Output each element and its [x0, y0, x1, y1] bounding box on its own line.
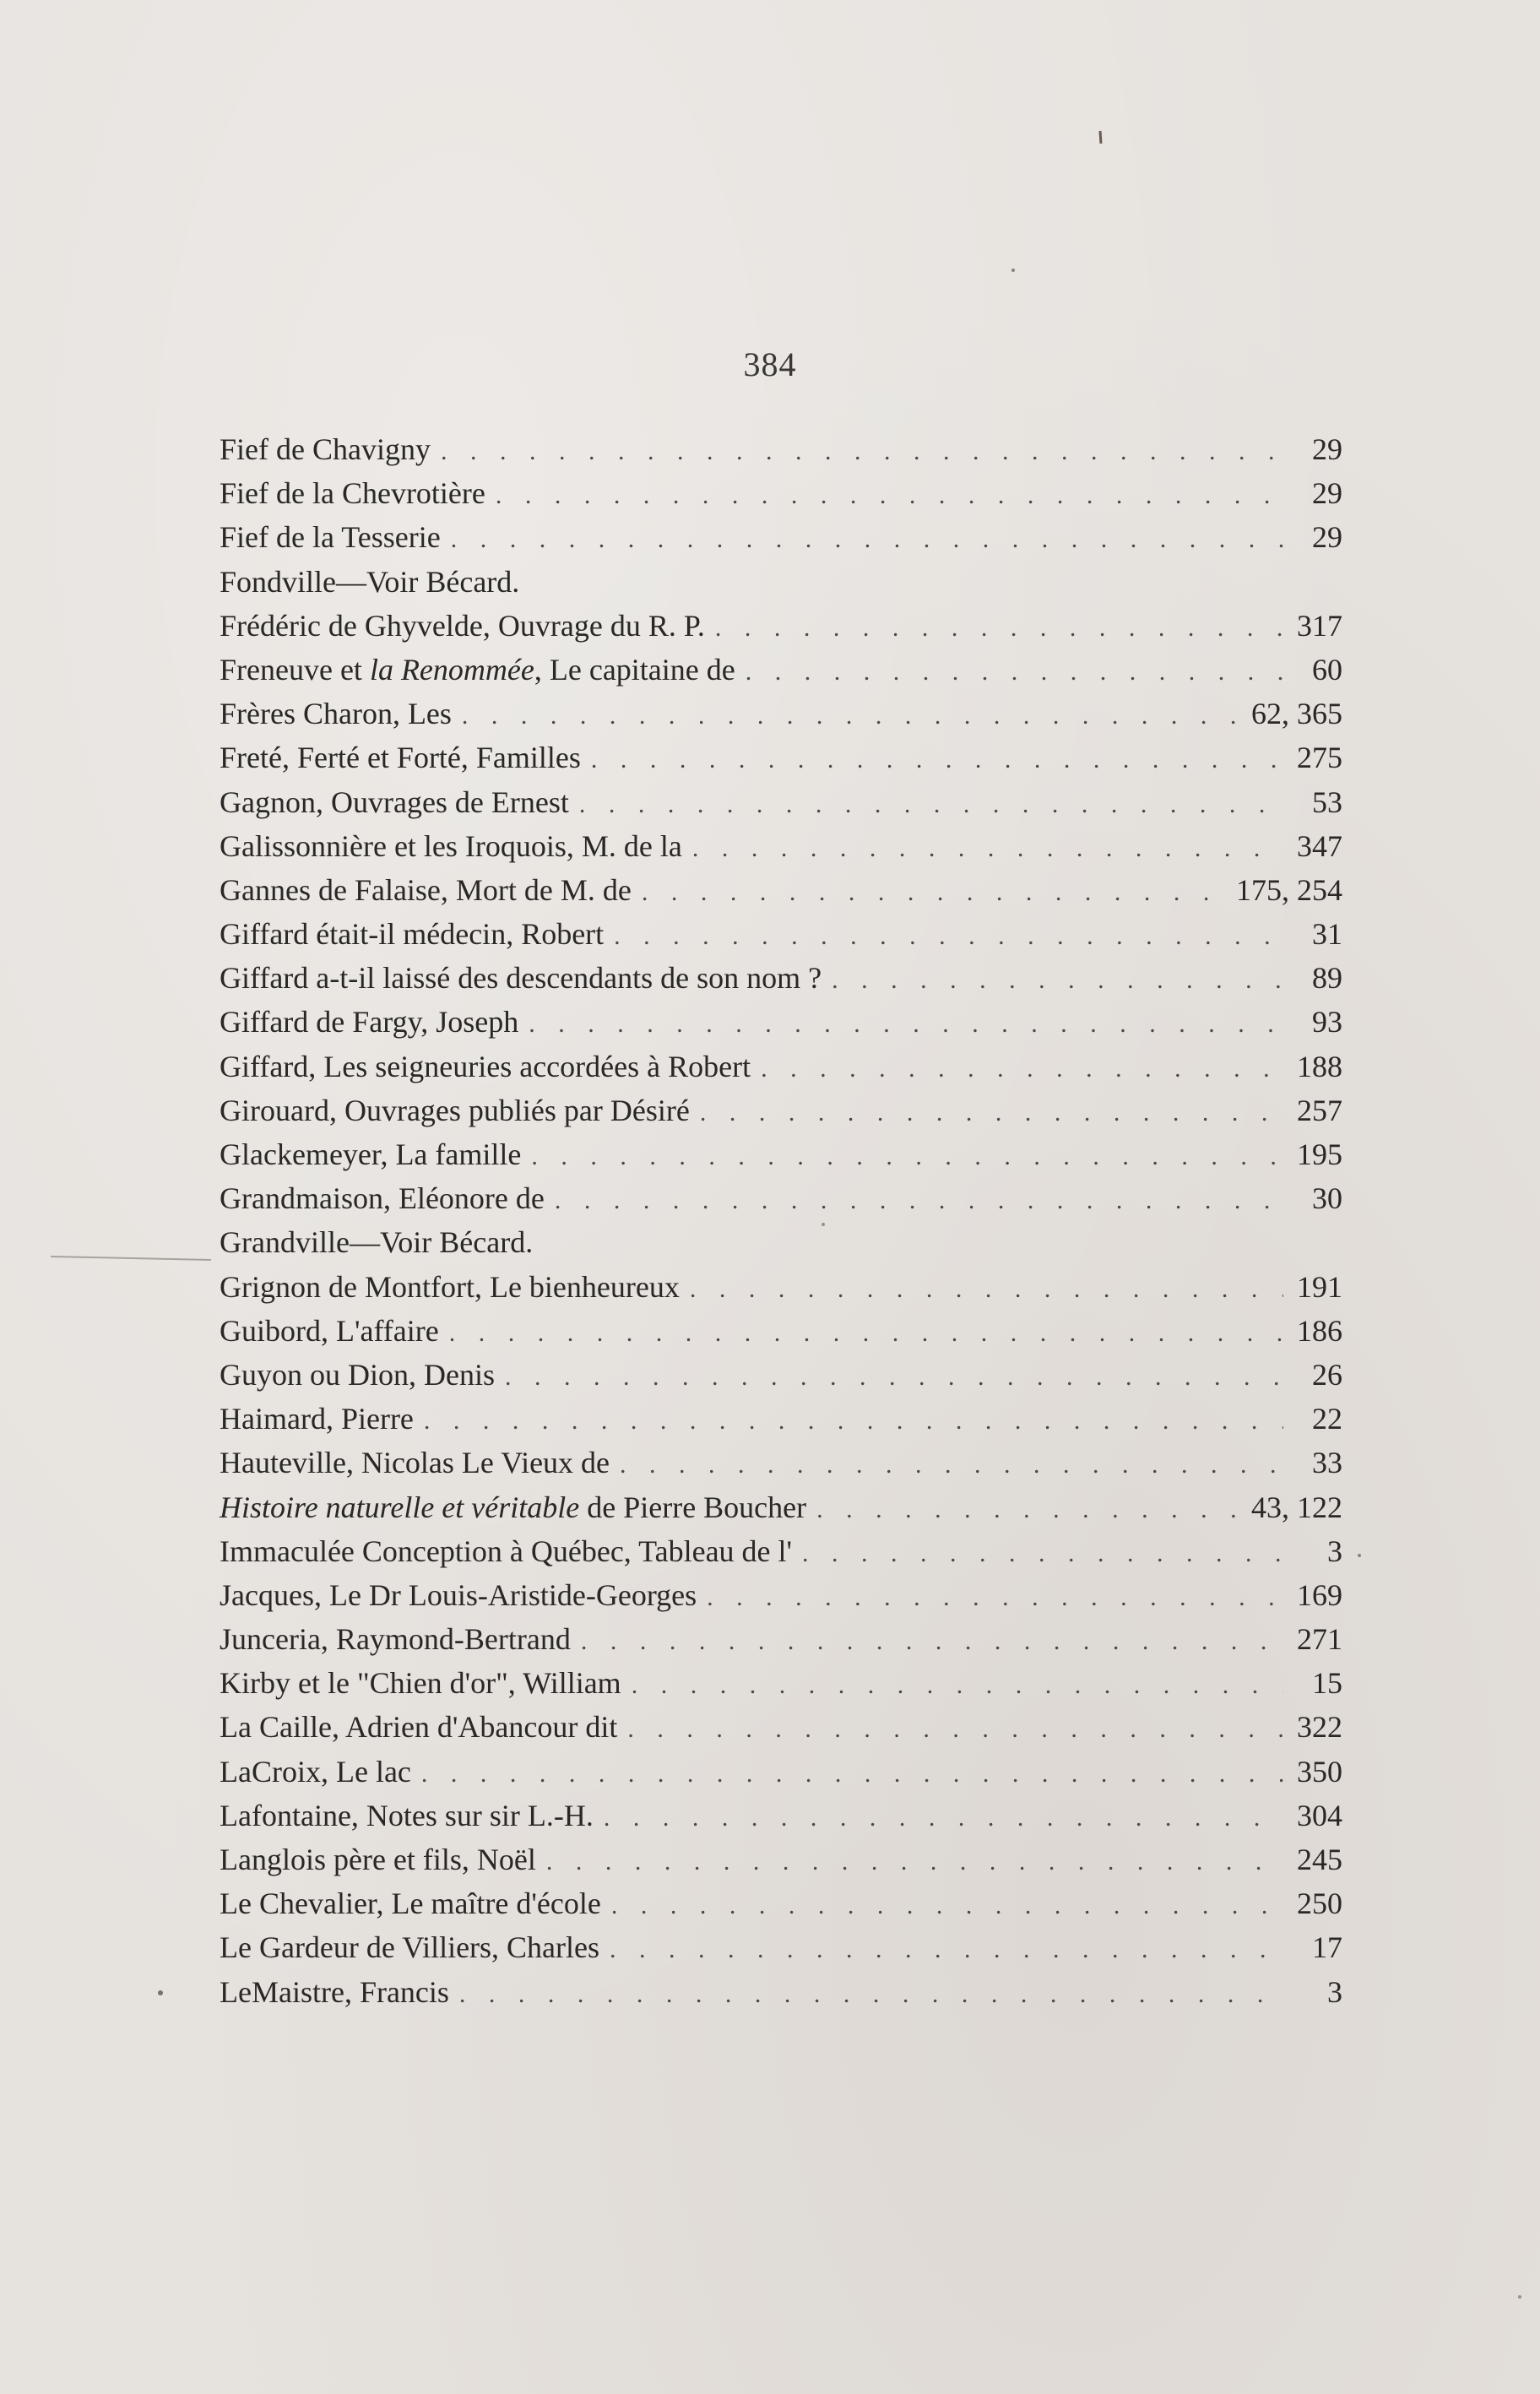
dot-leader [491, 474, 1283, 518]
entry-title: Grignon de Montfort, Le bienheureux [220, 1269, 680, 1304]
dot-leader [586, 738, 1283, 782]
entry-title: Giffard de Fargy, Joseph [220, 1005, 519, 1040]
index-entry [220, 1265, 1342, 1309]
index-entry [220, 427, 1342, 471]
index-entry [220, 515, 1342, 559]
dot-leader [523, 1002, 1283, 1046]
entry-title: Grandville—Voir Bécard. [220, 1225, 534, 1260]
entry-title: Grandmaison, Eléonore de [220, 1181, 545, 1216]
dot-leader [609, 915, 1283, 958]
entry-title: Le Chevalier, Le maître d'école [220, 1886, 601, 1921]
dot-leader [457, 694, 1243, 738]
index-entry [220, 780, 1342, 824]
index-entry [220, 1132, 1342, 1176]
index-entry [220, 1397, 1342, 1441]
entry-title-italic: la Renommée [369, 652, 534, 687]
index-entry [220, 1661, 1342, 1705]
entry-title: Girouard, Ouvrages publiés par Désiré [220, 1093, 690, 1127]
entry-pages: 89 [1312, 961, 1342, 996]
entry-title: Haimard, Pierre [220, 1402, 414, 1436]
entry-pages: 31 [1312, 917, 1342, 952]
entry-pages: 29 [1312, 476, 1342, 511]
index-entry [220, 1176, 1342, 1220]
entry-title: Guyon ou Dion, Denis [220, 1357, 495, 1392]
dot-leader [526, 1135, 1283, 1179]
entry-pages: 350 [1297, 1754, 1342, 1789]
dot-leader [702, 1576, 1283, 1620]
entry-title: LeMaistre, Francis [220, 1974, 449, 2009]
dot-leader [811, 1488, 1243, 1532]
dot-leader [637, 871, 1228, 915]
dot-leader [797, 1532, 1283, 1576]
entry-title: La Caille, Adrien d'Abancour dit [220, 1710, 618, 1745]
entry-title-text: , Le capitaine de [534, 652, 735, 687]
dot-leader [605, 1928, 1283, 1972]
index-list [220, 427, 1342, 2014]
entry-pages: 257 [1297, 1093, 1342, 1127]
dot-leader [740, 650, 1283, 694]
index-entry [220, 736, 1342, 779]
entry-title: Gannes de Falaise, Mort de M. de [220, 872, 632, 907]
entry-pages: 53 [1312, 784, 1342, 819]
dot-leader [500, 1355, 1283, 1399]
index-entry [220, 560, 1342, 604]
entry-pages: 347 [1297, 828, 1342, 863]
entry-pages: 60 [1312, 652, 1342, 687]
entry-title: Giffard était-il médecin, Robert [220, 917, 605, 952]
entry-pages: 317 [1297, 608, 1342, 643]
entry-title: Guibord, L'affaire [220, 1313, 439, 1348]
entry-title: Fief de la Chevrotière [220, 476, 485, 511]
dot-leader [444, 1311, 1283, 1355]
page-number: 384 [743, 345, 797, 383]
entry-pages: 29 [1312, 432, 1342, 466]
entry-pages: 275 [1297, 741, 1342, 775]
dot-leader [685, 1268, 1283, 1311]
entry-title: Immaculée Conception à Québec, Tableau de l' [220, 1534, 793, 1568]
index-entry [220, 1353, 1342, 1397]
entry-title: Jacques, Le Dr Louis-Aristide-Georges [220, 1577, 697, 1612]
dot-leader [416, 1752, 1283, 1796]
entry-title: Gagnon, Ouvrages de Ernest [220, 784, 569, 819]
index-entry [220, 1088, 1342, 1132]
entry-title: Le Gardeur de Villiers, Charles [220, 1930, 600, 1965]
index-entry [220, 1705, 1342, 1749]
entry-pages: 93 [1312, 1005, 1342, 1040]
entry-pages: 33 [1312, 1446, 1342, 1480]
dot-leader [550, 1179, 1283, 1223]
entry-pages: 29 [1312, 520, 1342, 555]
index-entry [220, 956, 1342, 1000]
index-entry [220, 1045, 1342, 1088]
entry-pages: 304 [1297, 1798, 1342, 1832]
dot-leader [436, 430, 1283, 474]
entry-pages: 26 [1312, 1357, 1342, 1392]
index-entry [220, 868, 1342, 912]
entry-title-text: Freneuve et [220, 652, 370, 687]
entry-title [220, 648, 740, 692]
dot-leader [756, 1047, 1283, 1091]
entry-pages: 175, 254 [1236, 872, 1342, 907]
entry-title: Freté, Ferté et Forté, Familles [220, 741, 581, 775]
entry-title: Frédéric de Ghyvelde, Ouvrage du R. P. [220, 608, 705, 643]
dot-leader [622, 1707, 1283, 1751]
entry-pages: 191 [1297, 1269, 1342, 1304]
entry-pages: 3 [1327, 1534, 1342, 1568]
index-entry [220, 471, 1342, 515]
entry-title-italic: Histoire naturelle et véritable [220, 1490, 580, 1524]
index-entry [220, 1441, 1342, 1485]
entry-title: Giffard, Les seigneuries accordées à Robert [220, 1049, 751, 1083]
dot-leader [576, 1620, 1283, 1664]
index-entry [220, 692, 1342, 736]
dot-leader [687, 827, 1283, 871]
dot-leader [615, 1443, 1283, 1487]
entry-pages: 195 [1297, 1137, 1342, 1171]
entry-pages: 17 [1312, 1930, 1342, 1965]
index-entry [220, 648, 1342, 692]
entry-pages: 169 [1297, 1577, 1342, 1612]
index-entry [220, 1838, 1342, 1881]
index-entry [220, 1000, 1342, 1044]
index-entry [220, 1529, 1342, 1573]
entry-pages: 322 [1297, 1710, 1342, 1745]
dot-leader [695, 1091, 1283, 1135]
entry-pages: 186 [1297, 1313, 1342, 1348]
index-entry [220, 1925, 1342, 1969]
entry-pages: 271 [1297, 1622, 1342, 1657]
entry-title: Fief de la Tesserie [220, 520, 441, 555]
entry-title: Galissonnière et les Iroquois, M. de la [220, 828, 682, 863]
entry-pages: 30 [1312, 1181, 1342, 1216]
dot-leader [599, 1796, 1283, 1840]
index-entry [220, 1573, 1342, 1617]
entry-title: Fief de Chavigny [220, 432, 431, 466]
index-entry [220, 1617, 1342, 1661]
dot-leader [626, 1664, 1283, 1707]
entry-title: Hauteville, Nicolas Le Vieux de [220, 1446, 610, 1480]
dot-leader [454, 1973, 1283, 2017]
index-entry [220, 604, 1342, 648]
entry-title: Junceria, Raymond-Bertrand [220, 1622, 571, 1657]
index-entry [220, 1970, 1342, 2014]
dot-leader [574, 783, 1283, 827]
dot-leader [710, 606, 1283, 650]
dot-leader [446, 518, 1283, 562]
dot-leader [606, 1884, 1283, 1928]
entry-title: Glackemeyer, La famille [220, 1137, 522, 1171]
entry-pages: 62, 365 [1251, 697, 1342, 731]
entry-pages: 22 [1312, 1402, 1342, 1436]
index-entry [220, 1750, 1342, 1794]
dot-leader [541, 1840, 1283, 1884]
entry-title: LaCroix, Le lac [220, 1754, 411, 1789]
entry-title: Giffard a-t-il laissé des descendants de son nom ? [220, 961, 822, 996]
entry-pages: 245 [1297, 1843, 1342, 1876]
entry-pages: 250 [1297, 1886, 1342, 1921]
dot-leader [827, 958, 1283, 1002]
index-entry [220, 1485, 1342, 1529]
index-entry [220, 912, 1342, 956]
index-entry [220, 1220, 1342, 1264]
entry-pages: 15 [1312, 1666, 1342, 1701]
entry-pages: 3 [1327, 1974, 1342, 2009]
entry-title-text: de Pierre Boucher [579, 1490, 807, 1524]
entry-title: Fondville—Voir Bécard. [220, 564, 520, 599]
entry-title: Lafontaine, Notes sur sir L.-H. [220, 1798, 594, 1832]
entry-title: Kirby et le "Chien d'or", William [220, 1666, 621, 1701]
index-entry [220, 1794, 1342, 1838]
entry-pages: 43, 122 [1251, 1490, 1342, 1524]
index-entry [220, 824, 1342, 868]
entry-title: Langlois père et fils, Noël [220, 1843, 536, 1876]
index-entry [220, 1881, 1342, 1925]
index-entry [220, 1309, 1342, 1353]
entry-title: Frères Charon, Les [220, 697, 452, 731]
entry-pages: 188 [1297, 1049, 1342, 1083]
entry-title [220, 1485, 811, 1529]
dot-leader [419, 1399, 1283, 1443]
